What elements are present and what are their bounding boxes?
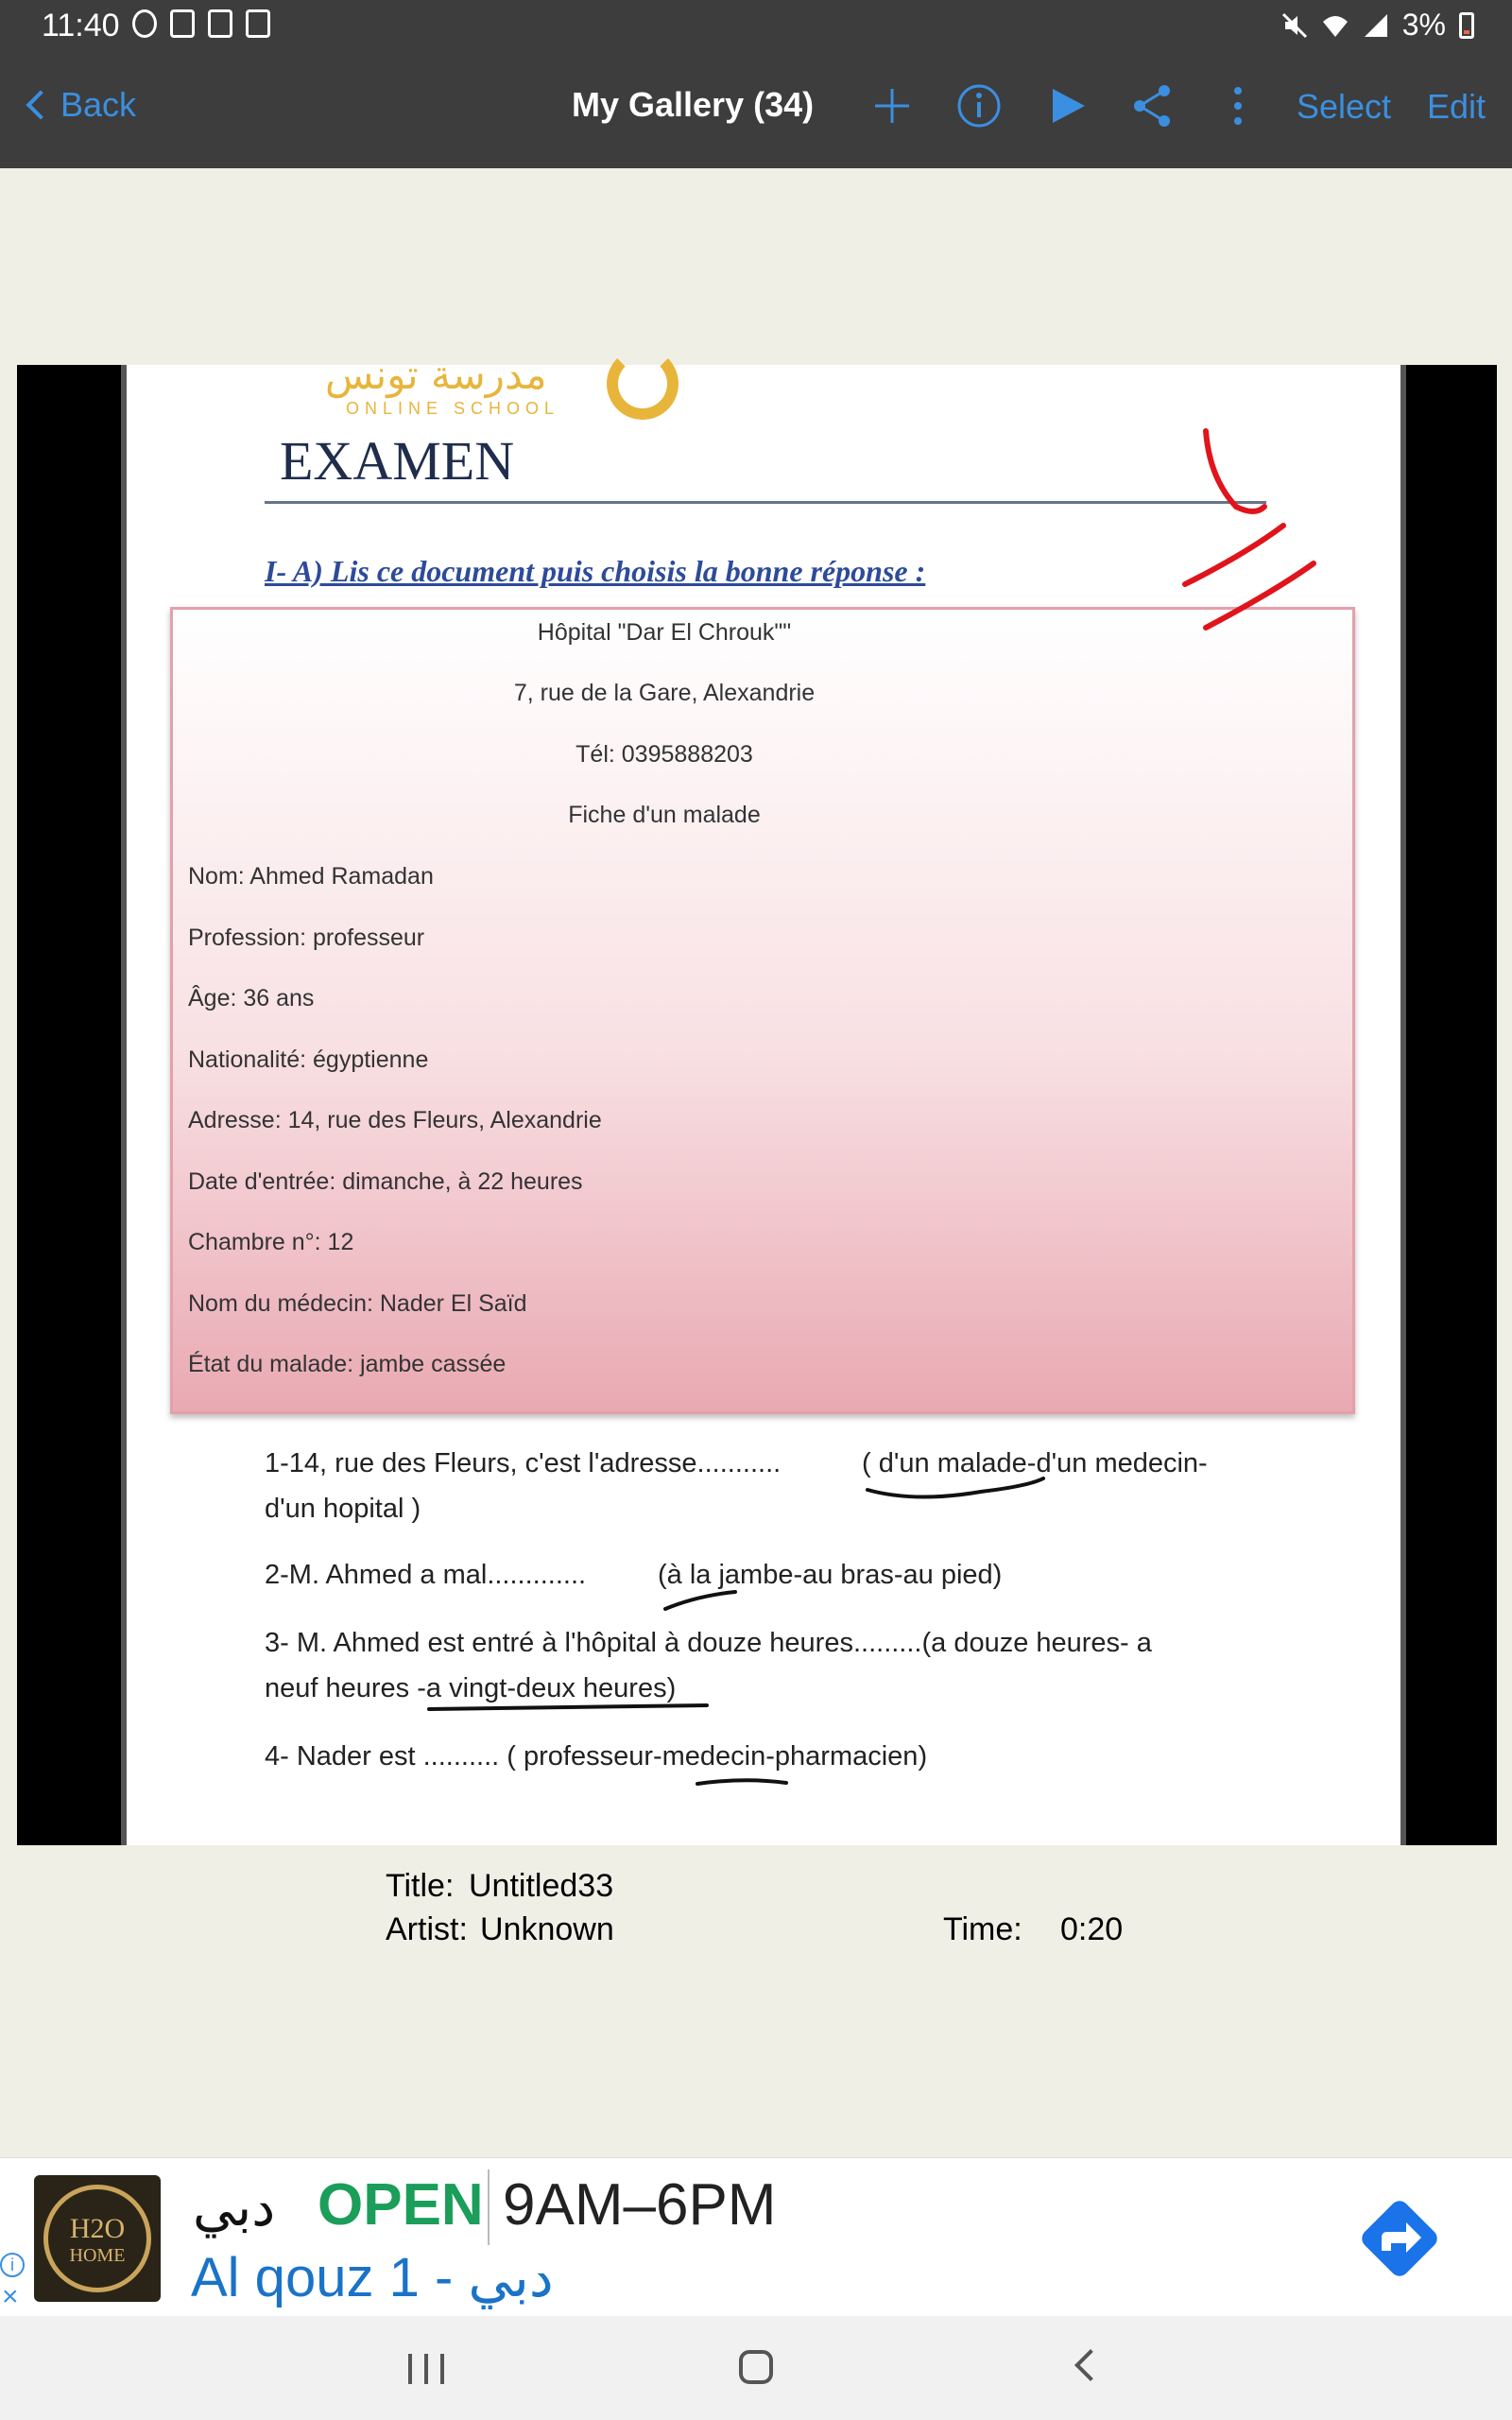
chevron-left-icon bbox=[26, 90, 55, 119]
ad-brand-logo bbox=[34, 2175, 161, 2302]
school-logo-text: مدرسة تونس bbox=[325, 352, 547, 398]
card-field: Adresse: 14, rue des Fleurs, Alexandrie bbox=[188, 1107, 602, 1133]
card-field: Date d'entrée: dimanche, à 22 heures bbox=[188, 1168, 583, 1195]
hospital-address: 7, rue de la Gare, Alexandrie bbox=[513, 680, 816, 706]
card-field: Nom du médecin: Nader El Saïd bbox=[188, 1290, 527, 1317]
media-artist-value: Unknown bbox=[480, 1911, 614, 1947]
close-box-icon bbox=[246, 9, 270, 38]
system-nav-bar bbox=[0, 2316, 1512, 2420]
wifi-icon bbox=[1321, 12, 1349, 39]
card-field: Chambre n°: 12 bbox=[188, 1229, 354, 1255]
ad-banner[interactable] bbox=[0, 2157, 1512, 2316]
ad-city: دبي bbox=[193, 2177, 276, 2238]
school-logo-icon bbox=[607, 348, 679, 420]
ad-close-icon[interactable]: × bbox=[2, 2281, 19, 2312]
exam-instruction: I- A) Lis ce document puis choisis la bonne réponse : bbox=[265, 554, 926, 588]
ad-brand-subname: HOME bbox=[69, 2245, 126, 2266]
ad-divider bbox=[488, 2169, 490, 2245]
add-button[interactable] bbox=[868, 81, 917, 130]
directions-icon bbox=[1349, 2188, 1450, 2289]
more-icon bbox=[1213, 81, 1263, 130]
back-icon[interactable] bbox=[1074, 2349, 1107, 2381]
card-field: État du malade: jambe cassée bbox=[188, 1351, 507, 1377]
ad-hours: 9AM–6PM bbox=[503, 2172, 777, 2238]
exam-document bbox=[121, 352, 1406, 1845]
directions-button[interactable] bbox=[1349, 2188, 1450, 2289]
status-bar bbox=[0, 0, 1512, 53]
media-artist-label: Artist: bbox=[386, 1911, 468, 1947]
ad-open-status: OPEN bbox=[318, 2172, 484, 2238]
patient-card bbox=[170, 607, 1355, 1414]
recents-icon[interactable] bbox=[408, 2354, 444, 2384]
title-divider bbox=[265, 501, 1266, 504]
info-button[interactable] bbox=[954, 81, 1004, 130]
ad-brand-name: H2O bbox=[69, 2213, 126, 2244]
exam-title: EXAMEN bbox=[280, 430, 515, 492]
ad-info-icon[interactable]: i bbox=[0, 2253, 25, 2277]
question-3-continued: neuf heures -a vingt-deux heures) bbox=[265, 1673, 677, 1703]
question-2-options: (à la jambe-au bras-au pied) bbox=[658, 1560, 1003, 1590]
app-bar bbox=[0, 53, 1512, 168]
media-title-label: Title: bbox=[386, 1868, 455, 1904]
sim-icon bbox=[170, 9, 195, 38]
status-time: 11:40 bbox=[42, 8, 120, 43]
share-icon bbox=[1128, 81, 1177, 130]
edit-button[interactable]: Edit bbox=[1427, 87, 1486, 126]
back-button[interactable] bbox=[23, 85, 136, 125]
play-icon bbox=[1043, 81, 1092, 130]
school-logo-subtitle: ONLINE SCHOOL bbox=[346, 399, 560, 418]
more-button[interactable] bbox=[1213, 81, 1263, 130]
question-2: 2-M. Ahmed a mal............. bbox=[265, 1560, 587, 1590]
card-field: Nationalité: égyptienne bbox=[188, 1046, 429, 1073]
hospital-phone: Tél: 0395888203 bbox=[576, 741, 753, 768]
media-time-value: 0:20 bbox=[1060, 1911, 1124, 1947]
card-field: Profession: professeur bbox=[188, 925, 425, 951]
page-title: My Gallery (34) bbox=[572, 85, 815, 124]
sync-icon bbox=[132, 9, 157, 38]
media-title-value: Untitled33 bbox=[469, 1868, 614, 1904]
info-icon bbox=[954, 81, 1004, 130]
add-icon bbox=[868, 81, 917, 130]
battery-percent: 3% bbox=[1401, 8, 1446, 42]
home-icon[interactable] bbox=[739, 2350, 773, 2384]
card-field: Nom: Ahmed Ramadan bbox=[188, 863, 434, 890]
question-4: 4- Nader est .......... ( professeur-medecin-pharmacien) bbox=[265, 1741, 928, 1772]
image-icon bbox=[208, 9, 232, 38]
signal-icon bbox=[1363, 12, 1389, 39]
back-label: Back bbox=[60, 85, 137, 124]
form-title: Fiche d'un malade bbox=[568, 802, 761, 828]
question-3: 3- M. Ahmed est entré à l'hôpital à douze heures.........(a douze heures- a bbox=[265, 1628, 1152, 1658]
question-1-continued: d'un hopital ) bbox=[265, 1494, 421, 1524]
select-button[interactable]: Select bbox=[1297, 87, 1392, 126]
question-1: 1-14, rue des Fleurs, c'est l'adresse........... bbox=[265, 1448, 782, 1478]
image-viewer[interactable] bbox=[17, 352, 1497, 1845]
status-left-icons bbox=[132, 9, 270, 38]
card-field: Âge: 36 ans bbox=[188, 985, 315, 1011]
play-button[interactable] bbox=[1043, 81, 1092, 130]
mute-icon bbox=[1281, 12, 1308, 39]
media-time-label: Time: bbox=[943, 1911, 1022, 1947]
battery-icon bbox=[1459, 12, 1474, 39]
question-1-options: ( d'un malade-d'un medecin- bbox=[862, 1448, 1208, 1478]
ad-location: Al qouz 1 - دبي bbox=[191, 2247, 554, 2308]
status-right bbox=[1281, 8, 1474, 43]
share-button[interactable] bbox=[1128, 81, 1177, 130]
hospital-name: Hôpital "Dar El Chrouk"" bbox=[537, 619, 792, 646]
